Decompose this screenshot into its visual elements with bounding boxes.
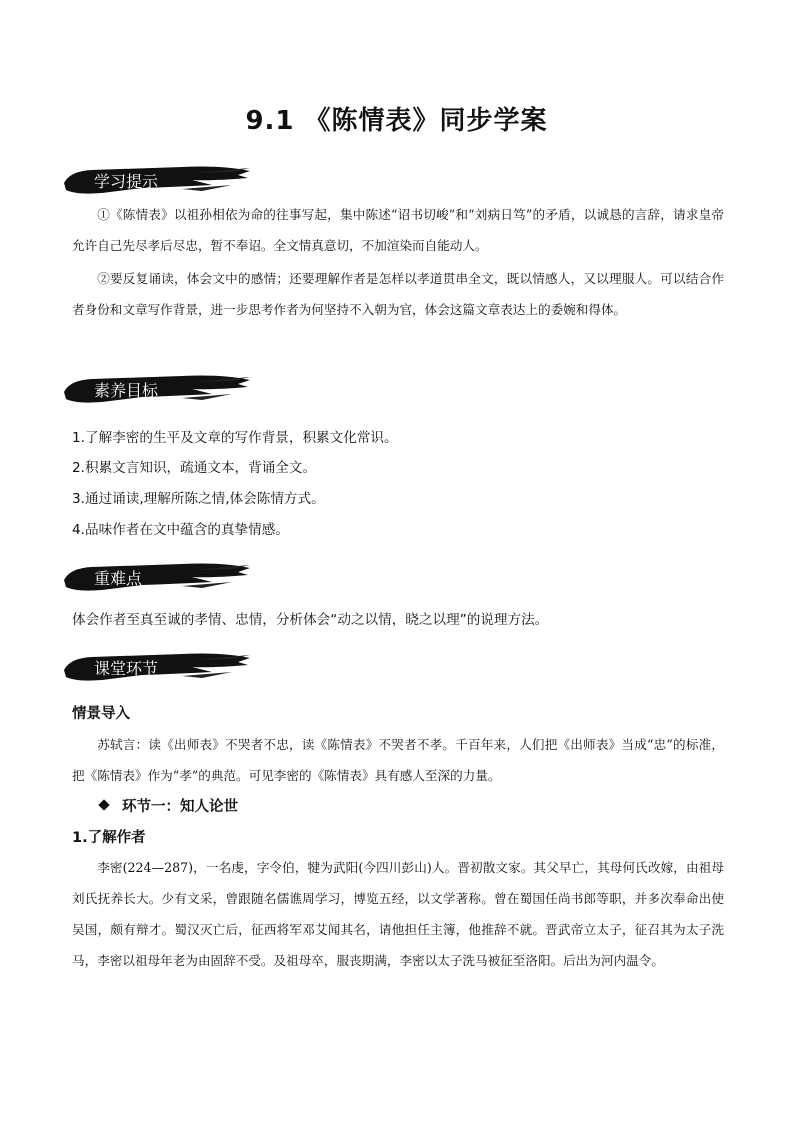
step1-label: 环节一：知人论世 — [122, 799, 238, 815]
author-subheading: 1.了解作者 — [72, 830, 146, 846]
step1-heading — [100, 795, 238, 816]
key-points-text: 体会作者至真至诚的孝情、忠情，分析体会“动之以情，晓之以理”的说理方法。 — [72, 612, 549, 628]
brush-stroke-icon — [62, 560, 252, 594]
section-banner-tips — [62, 163, 252, 197]
section-title-goals: 素养目标 — [94, 381, 159, 400]
page-title: 9.1 《陈情表》同步学案 — [245, 106, 548, 136]
goal-item-4: 4.品味作者在文中蕴含的真挚情感。 — [72, 522, 289, 538]
goal-item-3: 3.通过诵读,理解所陈之情,体会陈情方式。 — [72, 491, 325, 507]
diamond-bullet-icon — [98, 799, 109, 810]
intro-heading: 情景导入 — [72, 706, 130, 722]
tips-paragraph-2: ②要反复诵读，体会文中的感情；还要理解作者是怎样以孝道贯串全文，既以情感人，又以理服人。可以结合作者身份和文章写作背景，进一步思考作者为何坚持不入朝为官，体会这篇文章表达上的委婉和得体。 — [72, 271, 724, 317]
intro-paragraph: 苏轼言：读《出师表》不哭者不忠，读《陈情表》不哭者不孝。千百年来，人们把《出师表》当成“忠”的标准，把《陈情表》作为“孝”的典范。可见李密的《陈情表》具有感人至深的力量。 — [72, 737, 724, 783]
section-banner-class — [62, 650, 252, 684]
section-banner-goals — [62, 372, 252, 406]
author-paragraph: 李密(224—287)，一名虔，字令伯，犍为武阳(今四川彭山)人。晋初散文家。其父早亡，其母何氏改嫁，由祖母刘氏抚养长大。少有文采，曾跟随名儒谯周学习，博览五经，以文学著称。曾在蜀国任尚书郎等职，并多次奉命出使吴国，颇有辩才。蜀汉灭亡后，征西将军邓艾闻其名，请他担任主簿，他推辞不就。晋武帝立太子，征召其为太子洗马，李密以祖母年老为由固辞不受。及祖母卒，服丧期满，李密以太子洗马被征至洛阳。后出为河内温令。 — [72, 860, 724, 968]
section-banner-key — [62, 560, 252, 594]
section-title-class: 课堂环节 — [94, 659, 159, 678]
goal-item-2: 2.积累文言知识，疏通文本，背诵全文。 — [72, 460, 317, 476]
goal-item-1: 1.了解李密的生平及文章的写作背景，积累文化常识。 — [72, 430, 398, 446]
tips-paragraph-1: ①《陈情表》以祖孙相依为命的往事写起，集中陈述“诏书切峻”和“刘病日笃”的矛盾，以诚恳的言辞，请求皇帝允许自己先尽孝后尽忠，暂不奉诏。全文情真意切，不加渲染而自能动人。 — [72, 207, 724, 253]
section-title-tips: 学习提示 — [94, 172, 159, 191]
section-title-key: 重难点 — [94, 569, 143, 588]
